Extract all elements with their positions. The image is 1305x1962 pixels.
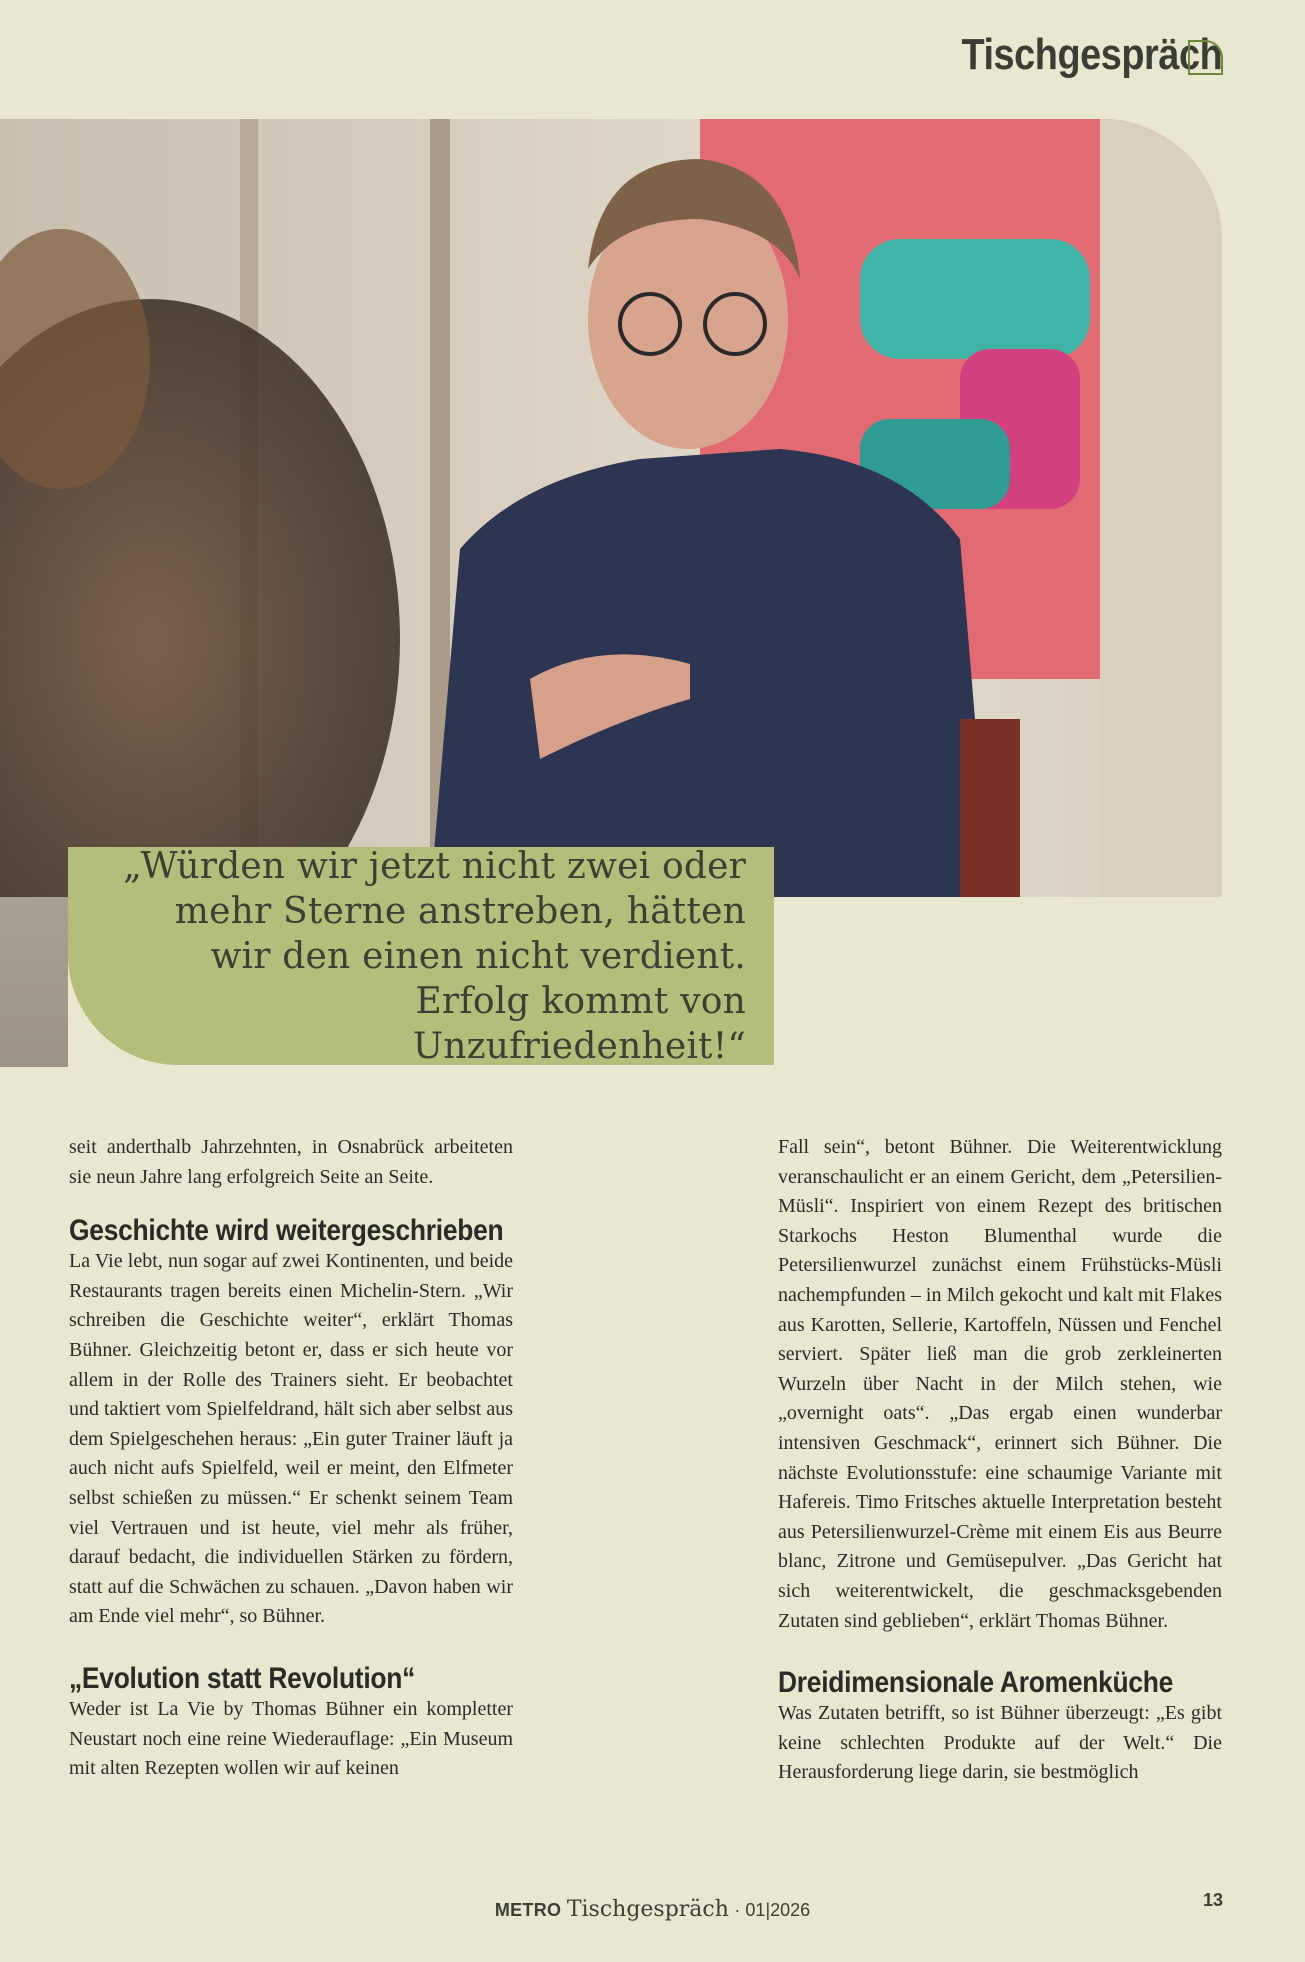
section-heading: Dreidimensionale Aromenküche (778, 1666, 1174, 1700)
page-corner-icon (1188, 40, 1223, 75)
pull-quote-text: „Würden wir jetzt nicht zwei oder mehr Sterne anstreben, hätten wir den einen nicht verdient. Erfolg kommt von Unzufriedenheit!“ (123, 845, 746, 1067)
section-heading: Geschichte wird weitergeschrieben (69, 1214, 504, 1248)
article-column-right (778, 1133, 1222, 1788)
footer-issue: · 01|2026 (734, 1900, 811, 1920)
paragraph: Was Zutaten betrifft, so ist Bühner überzeugt: „Es gibt keine schlechten Produkte auf der Welt.“ Die Herausforderung liege darin, sie bestmöglich (778, 1702, 1222, 1784)
paragraph: Weder ist La Vie by Thomas Bühner ein kompletter Neustart noch eine reine Wiederauflage: „Ein Museum mit alten Rezepten wollen wir auf keinen (69, 1697, 513, 1780)
hero-photo (0, 119, 1222, 897)
page-number: 13 (1203, 1890, 1224, 1910)
section-title: Tischgespräch (961, 30, 1222, 79)
footer-brand: METRO (494, 1900, 562, 1920)
article-column-left (69, 1133, 513, 1784)
pull-quote (68, 847, 774, 1065)
hero-photo-illustration (0, 119, 1222, 897)
paragraph: La Vie lebt, nun sogar auf zwei Kontinenten, und beide Restaurants tragen bereits einen Michelin-Stern. „Wir schreiben die Geschichte weiter“, erklärt Thomas Bühner. Gleichzeitig betont er, dass er sich heute vor allem in der Rolle des Trainers sieht. Er beobachtet und taktiert vom Spielfeldrand, hält sich aber selbst aus dem Spielgeschehen heraus: „Ein guter Trainer läuft ja auch nicht aufs Spielfeld, weil er meint, den Elfmeter selbst schießen zu müssen.“ Er schenkt seinem Team viel Vertrauen und ist heute, viel mehr als früher, darauf bedacht, die individuellen Stärken zu fördern, statt auf die Schwächen zu schauen. „Davon haben wir am Ende viel mehr“, so Bühner. (69, 1250, 513, 1628)
section-heading: „Evolution statt Revolution“ (69, 1661, 416, 1695)
footer-magazine: Tischgespräch (566, 1897, 729, 1922)
footer (0, 1896, 1305, 1922)
paragraph: seit anderthalb Jahrzehnten, in Osnabrück arbeiteten sie neun Jahre lang erfolgreich Seite an Seite. (69, 1136, 513, 1188)
paragraph: Fall sein“, betont Bühner. Die Weiterentwicklung veranschaulicht er an einem Gericht, dem „Petersilien-Müsli“. Inspiriert von einem Rezept des britischen Starkochs Heston Blumenthal wurde die Petersilienwurzel zunächst einem Frühstücks-Müsli nachempfunden – in Milch gekocht und kalt mit Flakes aus Karotten, Sellerie, Kartoffeln, Nüssen und Fenchel serviert. Später ließ man die grob zerkleinerten Wurzeln über Nacht in der Milch stehen, wie „overnight oats“. „Das ergab einen wunderbar intensiven Geschmack“, erinnert sich Bühner. Die nächste Evolutionsstufe: eine schaumige Variante mit Hafereis. Timo Fritsches aktuelle Interpretation besteht aus Petersilienwurzel-Crème mit einem Eis aus Beurre blanc, Zitrone und Gemüsepulver. „Das Gericht hat sich weiterentwickelt, die geschmacksgebenden Zutaten sind geblieben“, erklärt Thomas Bühner. (778, 1136, 1222, 1632)
